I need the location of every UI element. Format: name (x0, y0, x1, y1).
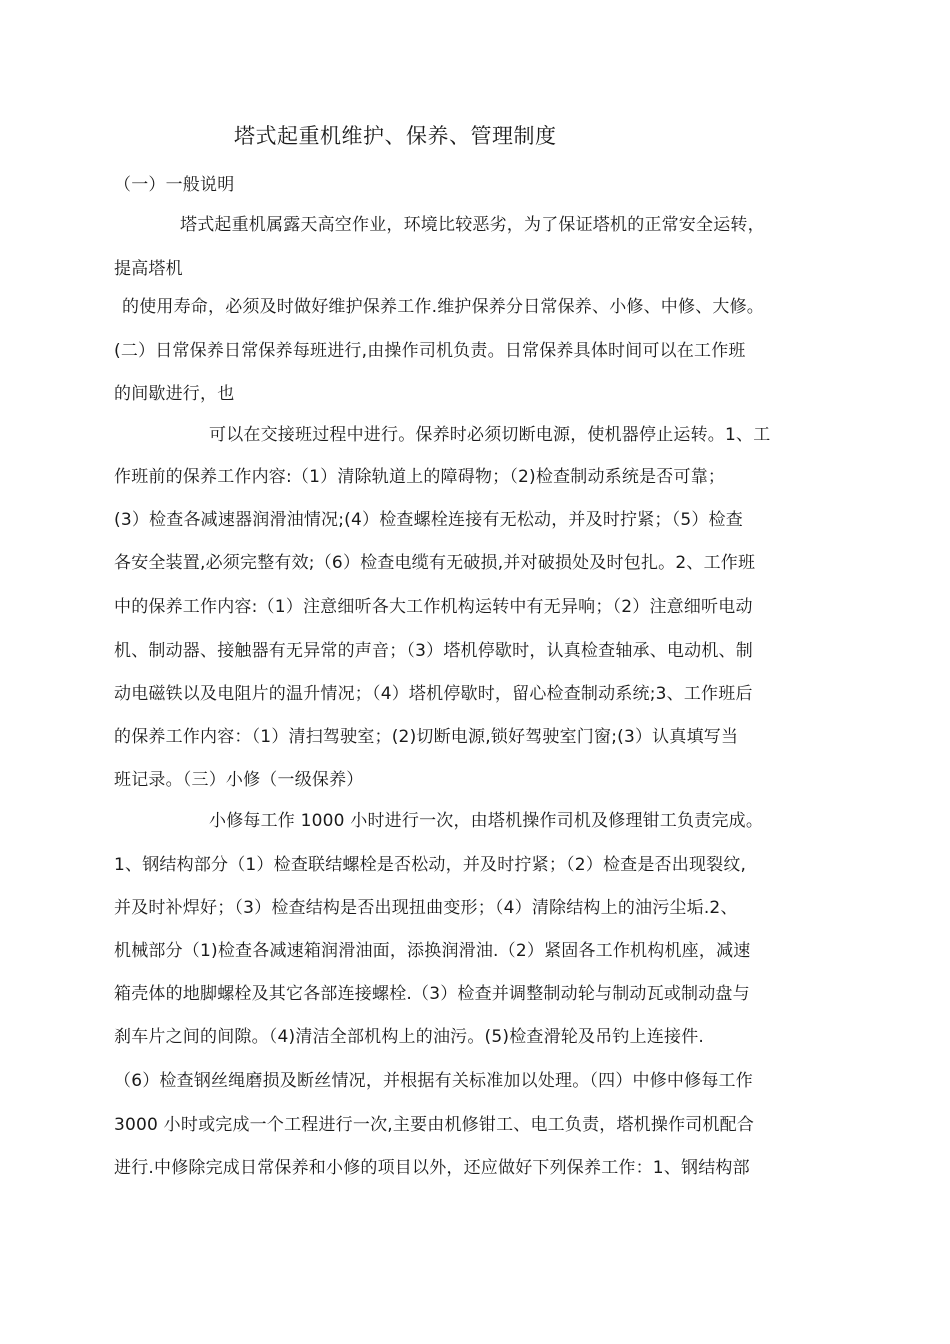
paragraph-line: 1、钢结构部分（1）检查联结螺栓是否松动，并及时拧紧；（2）检查是否出现裂纹, (114, 855, 747, 875)
paragraph-line: 箱壳体的地脚螺栓及其它各部连接螺栓.（3）检查并调整制动轮与制动瓦或制动盘与 (114, 984, 750, 1004)
paragraph-line: 提高塔机 (114, 259, 183, 279)
paragraph-line: 刹车片之间的间隙。（4)清洁全部机构上的油污。(5)检查滑轮及吊钓上连接件. (114, 1027, 705, 1047)
paragraph-line: (二）日常保养日常保养每班进行,由操作司机负责。日常保养具体时间可以在工作班 (114, 341, 746, 361)
paragraph-line: 作班前的保养工作内容:（1）清除轨道上的障碍物；（2)检查制动系统是否可靠； (114, 467, 726, 487)
paragraph-line: (3）检查各减速器润滑油情况;(4）检查螺栓连接有无松动，并及时拧紧；（5）检查 (114, 510, 743, 530)
paragraph-line: 机、制动器、接触器有无异常的声音；（3）塔机停歇时，认真检查轴承、电动机、制 (114, 641, 753, 661)
paragraph-line: 各安全装置,必须完整有效;（6）检查电缆有无破损,并对破损处及时包扎。2、工作班 (114, 553, 756, 573)
paragraph-line: 3000 小时或完成一个工程进行一次,主要由机修钳工、电工负责，塔机操作司机配合 (114, 1115, 755, 1135)
paragraph-line: 的使用寿命，必须及时做好维护保养工作.维护保养分日常保养、小修、中修、大修。 (122, 297, 765, 317)
paragraph-line: （6）检查钢丝绳磨损及断丝情况，并根据有关标准加以处理。（四）中修中修每工作 (114, 1071, 753, 1091)
paragraph-line: 机械部分（1)检查各减速箱润滑油面，添换润滑油.（2）紧固各工作机构机座，减速 (114, 941, 751, 961)
paragraph-line: 班记录。（三）小修（一级保养） (114, 770, 364, 790)
paragraph-line: 并及时补焊好；（3）检查结构是否出现扭曲变形；（4）清除结构上的油污尘垢.2、 (114, 898, 738, 918)
paragraph-line: 小修每工作 1000 小时进行一次，由塔机操作司机及修理钳工负责完成。 (209, 811, 764, 831)
paragraph-line: 中的保养工作内容:（1）注意细听各大工作机构运转中有无异响；（2）注意细听电动 (114, 597, 753, 617)
paragraph-line: 动电磁铁以及电阻片的温升情况；（4）塔机停歇时，留心检查制动系统;3、工作班后 (114, 684, 753, 704)
paragraph-line: 塔式起重机属露天高空作业，环境比较恶劣，为了保证塔机的正常安全运转， (180, 215, 765, 235)
paragraph-line: 的保养工作内容：（1）清扫驾驶室；(2)切断电源,锁好驾驶室门窗;(3）认真填写当 (114, 727, 739, 747)
document-title: 塔式起重机维护、保养、管理制度 (234, 124, 557, 148)
paragraph-line: 进行.中修除完成日常保养和小修的项目以外，还应做好下列保养工作：1、钢结构部 (114, 1158, 750, 1178)
section-heading-general: （一）一般说明 (114, 175, 235, 195)
paragraph-line: 的间歇进行，也 (114, 384, 235, 404)
paragraph-line: 可以在交接班过程中进行。保养时必须切断电源，使机器停止运转。1、工 (209, 425, 771, 445)
